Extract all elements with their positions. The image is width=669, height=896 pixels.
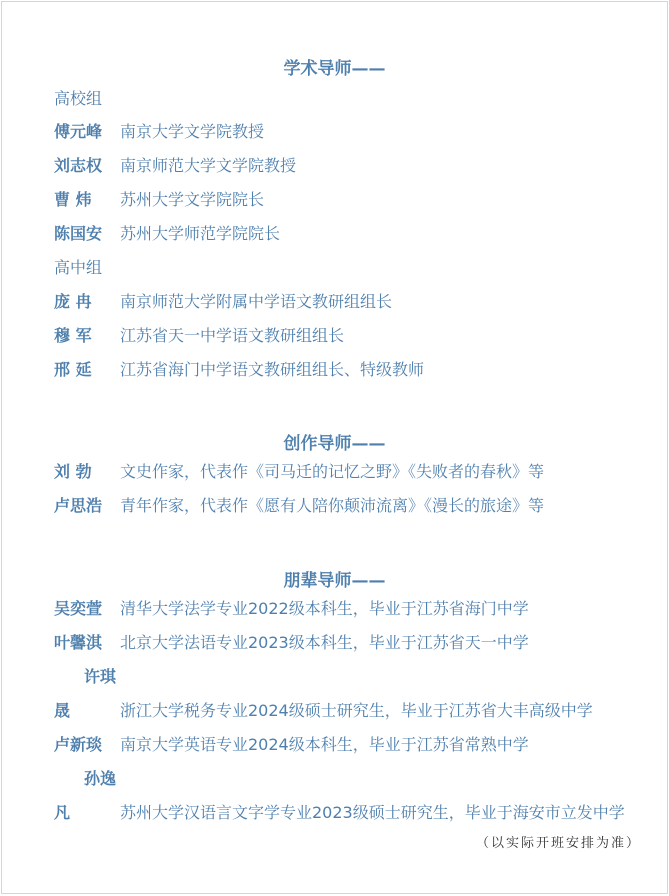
mentor-row	[54, 149, 649, 183]
mentor-desc: 南京大学英语专业2024级本科生，毕业于江苏省常熟中学	[120, 735, 529, 754]
mentor-desc: 江苏省海门中学语文教研组组长、特级教师	[120, 360, 425, 379]
mentor-row	[54, 455, 649, 489]
mentor-name: 傅元峰	[54, 122, 103, 141]
mentor-row	[54, 217, 649, 251]
mentor-desc: 南京师范大学文学院教授	[120, 156, 297, 175]
mentor-name: 曹 炜	[54, 190, 92, 209]
university-group-label: 高校组	[54, 89, 103, 108]
mentor-row	[54, 728, 649, 762]
mentor-row	[54, 285, 649, 319]
mentor-name: 卢思浩	[54, 496, 103, 515]
mentor-name: 陈国安	[54, 224, 103, 243]
mentor-name: 穆 军	[54, 326, 92, 345]
mentor-row	[54, 353, 649, 387]
creative-mentors-title: 创作导师——	[283, 434, 386, 454]
mentor-desc: 北京大学法语专业2023级本科生，毕业于江苏省天一中学	[120, 633, 529, 652]
mentor-row	[54, 626, 649, 660]
mentor-desc: 江苏省天一中学语文教研组组长	[120, 326, 345, 345]
mentor-row	[24, 762, 653, 830]
mentor-name: 吴奕萱	[54, 599, 103, 618]
highschool-group-label: 高中组	[54, 258, 103, 277]
mentor-row	[54, 592, 649, 626]
mentor-list-page	[1, 1, 668, 894]
mentor-row	[24, 660, 653, 728]
mentor-desc: 苏州大学汉语言文字学专业2023级硕士研究生，毕业于海安市立发中学	[120, 803, 625, 822]
mentor-name: 刘志权	[54, 156, 103, 175]
mentor-name: 孙逸凡	[54, 769, 117, 822]
mentor-name: 卢新琰	[54, 735, 103, 754]
mentor-desc: 南京大学文学院教授	[120, 122, 265, 141]
mentor-name: 刘 勃	[54, 462, 92, 481]
mentor-name: 叶馨淇	[54, 633, 103, 652]
mentor-desc: 浙江大学税务专业2024级硕士研究生，毕业于江苏省大丰高级中学	[120, 701, 593, 720]
mentor-desc: 青年作家，代表作《愿有人陪你颠沛流离》《漫长的旅途》等	[120, 496, 545, 515]
mentor-desc: 苏州大学文学院院长	[120, 190, 265, 209]
peer-mentors-title: 朋辈导师——	[283, 571, 386, 591]
mentor-row	[54, 183, 649, 217]
mentor-row	[54, 115, 649, 149]
mentor-desc: 南京师范大学附属中学语文教研组组长	[120, 292, 393, 311]
mentor-desc: 苏州大学师范学院院长	[120, 224, 281, 243]
mentor-name: 邢 延	[54, 360, 92, 379]
mentor-row	[54, 319, 649, 353]
mentor-desc: 文史作家，代表作《司马迁的记忆之野》《失败者的春秋》等	[120, 462, 545, 481]
schedule-note: （以实际开班安排为准）	[475, 836, 641, 851]
academic-mentors-title: 学术导师——	[283, 59, 386, 79]
mentor-row	[54, 489, 649, 523]
mentor-desc: 清华大学法学专业2022级本科生，毕业于江苏省海门中学	[120, 599, 529, 618]
mentor-name: 许琪晟	[54, 667, 117, 720]
mentor-name: 庞 冉	[54, 292, 92, 311]
